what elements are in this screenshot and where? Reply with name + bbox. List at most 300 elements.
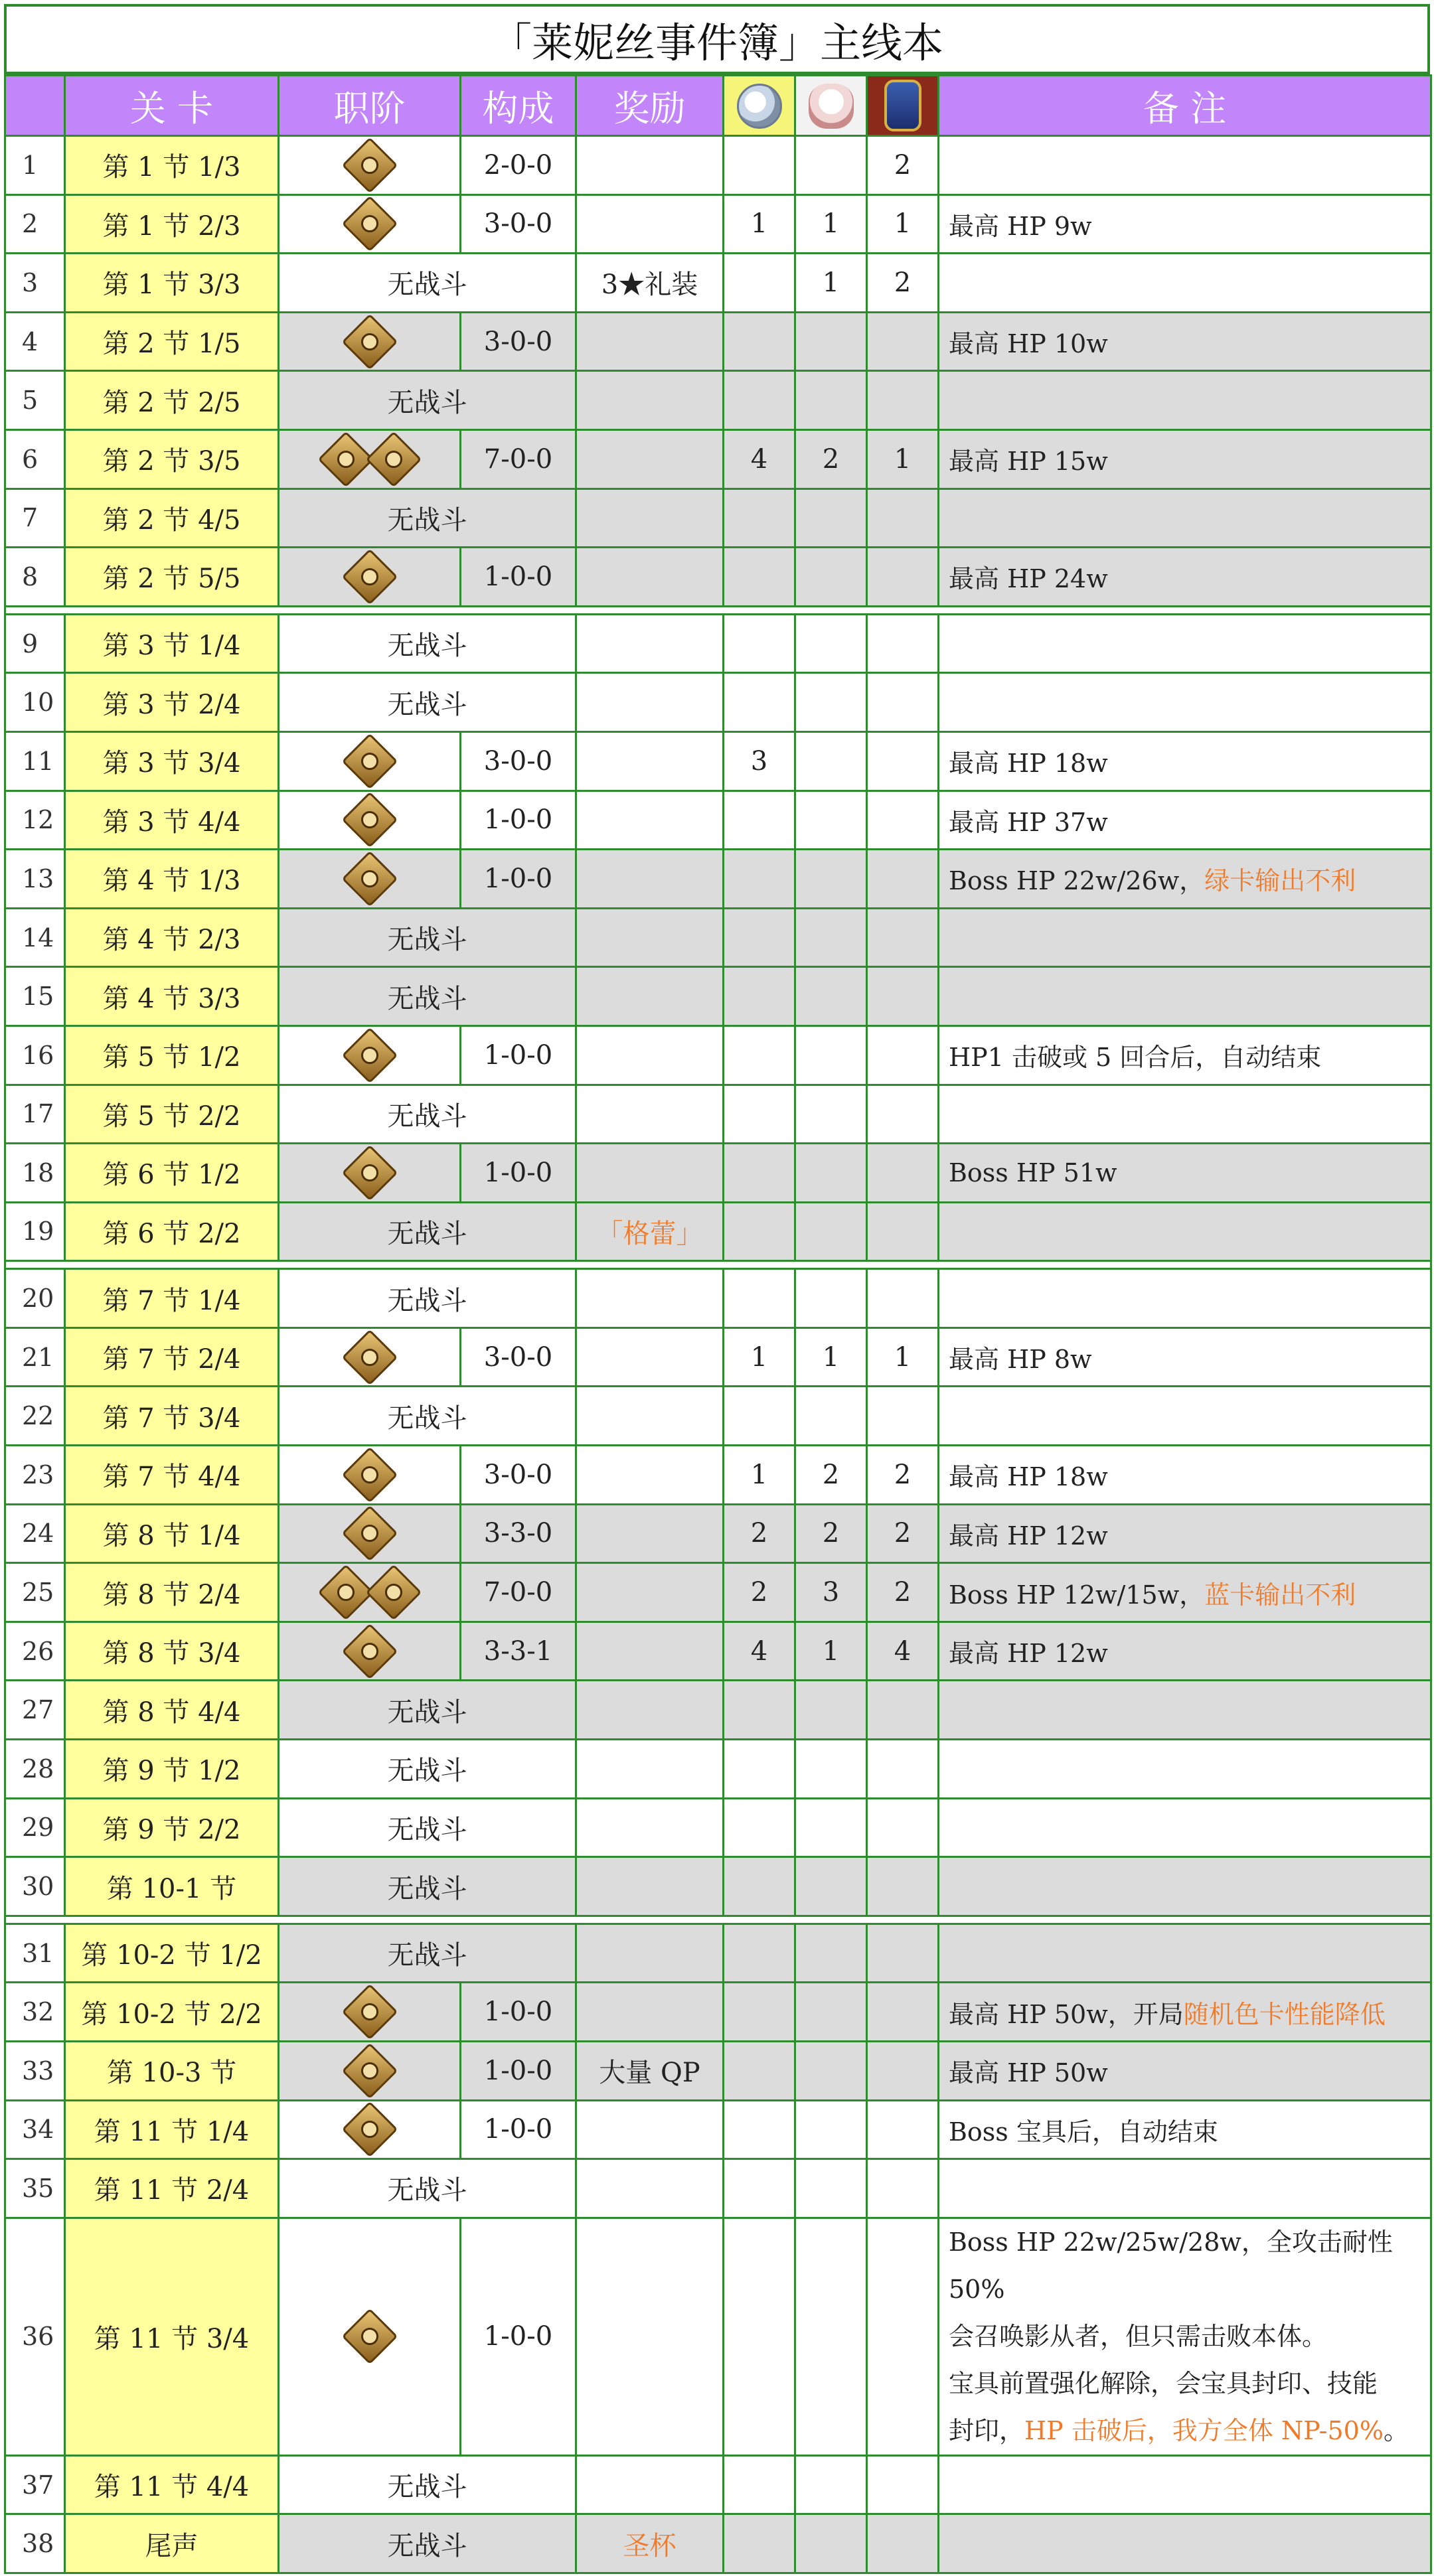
row-number: 10 [5, 673, 65, 732]
material-count-2: 2 [795, 1504, 867, 1563]
note-text: 最高 HP 10w [949, 329, 1108, 359]
table-row [5, 1085, 1431, 1144]
table-row [5, 371, 1431, 430]
stage-name: 第 3 节 3/4 [65, 731, 279, 791]
berserker-class-icon [317, 431, 374, 487]
table-row [5, 1563, 1431, 1622]
material-count-2 [795, 1857, 867, 1916]
material-count-1: 2 [724, 1563, 795, 1622]
table-row [5, 1857, 1431, 1916]
composition-value: 3-0-0 [461, 1446, 576, 1505]
reward-cell [576, 194, 724, 254]
material-count-2 [795, 1085, 867, 1144]
stage-name: 第 11 节 2/4 [65, 2159, 279, 2218]
note-text: 最高 HP 15w [949, 447, 1108, 477]
composition-value: 1-0-0 [461, 1983, 576, 2042]
material-count-3 [867, 2514, 939, 2573]
composition-cell: 无战斗 [279, 967, 576, 1026]
note-line: 宝具前置强化解除，会宝具封印、技能 [949, 2368, 1378, 2398]
material-count-1 [724, 2159, 795, 2218]
row-number: 18 [5, 1144, 65, 1203]
reward-cell: 圣杯 [576, 2514, 724, 2573]
table-row [5, 1983, 1431, 2042]
note-text: Boss HP 12w/15w， [949, 1580, 1205, 1610]
note-cell [939, 1622, 1431, 1681]
stage-name: 第 6 节 2/2 [65, 1202, 279, 1261]
table-row [5, 429, 1431, 489]
class-icons [279, 1563, 461, 1622]
composition-cell: 无战斗 [279, 1924, 576, 1983]
table-row [5, 1144, 1431, 1203]
stage-name: 第 8 节 3/4 [65, 1622, 279, 1681]
material-count-2 [795, 1025, 867, 1085]
material-count-3: 2 [867, 1563, 939, 1622]
section-gap-cell [5, 1916, 1431, 1924]
material-count-1 [724, 614, 795, 673]
material-count-1 [724, 850, 795, 909]
note-cell [939, 2218, 1431, 2455]
row-number: 1 [5, 136, 65, 195]
note-cell [939, 1798, 1431, 1857]
section-gap [5, 1916, 1431, 1924]
material-count-2 [795, 1387, 867, 1446]
material-count-3 [867, 791, 939, 850]
row-number: 21 [5, 1327, 65, 1387]
reward-cell [576, 1269, 724, 1328]
row-number: 36 [5, 2218, 65, 2455]
material-count-2 [795, 1144, 867, 1203]
reward-cell [576, 1446, 724, 1505]
header-num [5, 76, 65, 136]
material-count-1 [724, 1269, 795, 1328]
reward-cell [576, 1387, 724, 1446]
page-title: 「莱妮丝事件簿」主线本 [4, 4, 1430, 74]
stage-name: 第 6 节 1/2 [65, 1144, 279, 1203]
material-count-3: 2 [867, 1504, 939, 1563]
material-count-1 [724, 908, 795, 967]
note-text: HP1 击破或 5 回合后，自动结束 [949, 1043, 1322, 1073]
composition-value: 7-0-0 [461, 429, 576, 489]
composition-cell: 无战斗 [279, 673, 576, 732]
note-text: 最高 HP 18w [949, 749, 1108, 779]
note-cell [939, 194, 1431, 254]
note-warning: 蓝卡输出不利 [1204, 1580, 1356, 1610]
material-count-3: 1 [867, 429, 939, 489]
table-row [5, 1740, 1431, 1799]
note-text: 最高 HP 9w [949, 211, 1092, 241]
note-text: 最高 HP 12w [949, 1521, 1108, 1551]
caster-class-icon [341, 196, 398, 252]
note-text: 最高 HP 12w [949, 1639, 1108, 1669]
section-gap [5, 1261, 1431, 1269]
material-count-3 [867, 967, 939, 1026]
material-count-1 [724, 1924, 795, 1983]
row-number: 27 [5, 1681, 65, 1740]
composition-cell: 无战斗 [279, 2455, 576, 2514]
material-count-3 [867, 2455, 939, 2514]
material-count-1 [724, 1983, 795, 2042]
note-warning: 随机色卡性能降低 [1183, 1999, 1386, 2029]
row-number: 38 [5, 2514, 65, 2573]
material-count-3: 2 [867, 136, 939, 195]
reward-cell: 大量 QP [576, 2042, 724, 2101]
material-count-1: 4 [724, 1622, 795, 1681]
table-row [5, 312, 1431, 371]
material-count-3 [867, 1983, 939, 2042]
table-row [5, 850, 1431, 909]
reward-cell [576, 429, 724, 489]
reward-cell [576, 908, 724, 967]
note-cell [939, 1327, 1431, 1387]
table-row [5, 1025, 1431, 1085]
lancer-class-icon [365, 1564, 422, 1621]
section-gap-cell [5, 606, 1431, 614]
table-row [5, 2042, 1431, 2101]
class-icons [279, 429, 461, 489]
stage-name: 第 7 节 2/4 [65, 1327, 279, 1387]
material-count-3: 2 [867, 1446, 939, 1505]
table-row [5, 1202, 1431, 1261]
material-count-1 [724, 1387, 795, 1446]
material-count-2 [795, 1269, 867, 1328]
material-count-3 [867, 312, 939, 371]
berserker-class-icon [341, 549, 398, 605]
material-count-3 [867, 850, 939, 909]
row-number: 24 [5, 1504, 65, 1563]
row-number: 26 [5, 1622, 65, 1681]
material-count-1: 1 [724, 1446, 795, 1505]
table-row [5, 1446, 1431, 1505]
table-row [5, 2159, 1431, 2218]
note-cell [939, 967, 1431, 1026]
material-count-3 [867, 1387, 939, 1446]
material-count-2 [795, 1681, 867, 1740]
stage-name: 第 3 节 4/4 [65, 791, 279, 850]
reward-cell [576, 2455, 724, 2514]
note-end: 。 [1383, 2415, 1409, 2445]
avenger-class-icon [341, 2042, 398, 2099]
note-cell [939, 731, 1431, 791]
table-row [5, 2100, 1431, 2159]
note-text: Boss HP 22w/26w， [949, 866, 1205, 896]
table-row [5, 136, 1431, 195]
material-count-2 [795, 1983, 867, 2042]
stage-name: 第 2 节 2/5 [65, 371, 279, 430]
class-icons [279, 194, 461, 254]
note-cell [939, 1857, 1431, 1916]
material-count-1 [724, 489, 795, 548]
caster-class-icon [341, 2101, 398, 2158]
class-icons [279, 2042, 461, 2101]
note-cell [939, 2100, 1431, 2159]
table-row [5, 194, 1431, 254]
material-count-1 [724, 791, 795, 850]
row-number: 3 [5, 254, 65, 313]
stage-name: 第 7 节 1/4 [65, 1269, 279, 1328]
class-icons [279, 136, 461, 195]
reward-cell [576, 1622, 724, 1681]
class-icons [279, 1983, 461, 2042]
stage-name: 第 10-2 节 2/2 [65, 1983, 279, 2042]
assassin-class-icon [341, 733, 398, 789]
row-number: 12 [5, 791, 65, 850]
table-row [5, 1798, 1431, 1857]
material-count-2 [795, 1924, 867, 1983]
class-icons [279, 1327, 461, 1387]
material-count-1 [724, 548, 795, 607]
note-text: 最高 HP 37w [949, 807, 1108, 837]
material-count-1: 1 [724, 194, 795, 254]
row-number: 16 [5, 1025, 65, 1085]
stage-name: 第 1 节 2/3 [65, 194, 279, 254]
stage-name: 第 4 节 1/3 [65, 850, 279, 909]
row-number: 30 [5, 1857, 65, 1916]
composition-cell: 无战斗 [279, 371, 576, 430]
class-icons [279, 1025, 461, 1085]
note-cell [939, 2514, 1431, 2573]
composition-value: 1-0-0 [461, 548, 576, 607]
material-count-1 [724, 312, 795, 371]
material-count-3 [867, 489, 939, 548]
material-count-3 [867, 2042, 939, 2101]
reward-cell [576, 731, 724, 791]
row-number: 14 [5, 908, 65, 967]
material-count-2 [795, 2100, 867, 2159]
reward-cell [576, 136, 724, 195]
stage-name: 第 2 节 1/5 [65, 312, 279, 371]
row-number: 8 [5, 548, 65, 607]
avenger-class-icon [341, 850, 398, 907]
material-count-1 [724, 2042, 795, 2101]
material-count-2 [795, 2455, 867, 2514]
material-count-2 [795, 1202, 867, 1261]
note-cell [939, 1202, 1431, 1261]
note-cell [939, 1269, 1431, 1328]
reward-cell [576, 1857, 724, 1916]
material-count-3 [867, 1085, 939, 1144]
table-row [5, 1327, 1431, 1387]
reward-cell [576, 489, 724, 548]
row-number: 7 [5, 489, 65, 548]
class-icons [279, 1446, 461, 1505]
table-row [5, 254, 1431, 313]
caster-class-icon [341, 1329, 398, 1385]
row-number: 25 [5, 1563, 65, 1622]
note-cell [939, 2042, 1431, 2101]
reward-cell: 「格蕾」 [576, 1202, 724, 1261]
material-count-1 [724, 2100, 795, 2159]
material-count-2 [795, 2159, 867, 2218]
class-icons [279, 2100, 461, 2159]
material-count-3 [867, 908, 939, 967]
material-count-1: 4 [724, 429, 795, 489]
composition-value: 1-0-0 [461, 2042, 576, 2101]
material-count-2 [795, 371, 867, 430]
material-count-1 [724, 673, 795, 732]
material-count-2 [795, 731, 867, 791]
table-row [5, 1924, 1431, 1983]
composition-cell: 无战斗 [279, 1798, 576, 1857]
material-count-2 [795, 548, 867, 607]
material-count-2 [795, 136, 867, 195]
row-number: 6 [5, 429, 65, 489]
material-count-2 [795, 614, 867, 673]
avenger-class-icon [341, 1984, 398, 2040]
material-count-1 [724, 2455, 795, 2514]
material-count-3 [867, 1924, 939, 1983]
material-count-2 [795, 673, 867, 732]
note-cell [939, 548, 1431, 607]
note-cell [939, 312, 1431, 371]
stage-name: 第 10-1 节 [65, 1857, 279, 1916]
class-icons [279, 850, 461, 909]
reward-cell [576, 1085, 724, 1144]
note-cell [939, 1085, 1431, 1144]
header-clock-icon-cell [724, 76, 795, 136]
composition-value: 7-0-0 [461, 1563, 576, 1622]
material-count-3 [867, 1025, 939, 1085]
caster-class-icon [341, 1505, 398, 1562]
composition-cell: 无战斗 [279, 908, 576, 967]
stage-name: 第 7 节 4/4 [65, 1446, 279, 1505]
material-count-3 [867, 1681, 939, 1740]
note-cell [939, 1983, 1431, 2042]
class-icons [279, 1622, 461, 1681]
material-count-3: 4 [867, 1622, 939, 1681]
caster-class-icon [341, 137, 398, 193]
note-text: 最高 HP 18w [949, 1462, 1108, 1492]
reward-cell [576, 850, 724, 909]
note-text: 最高 HP 50w [949, 2058, 1108, 2088]
header-reward: 奖励 [576, 76, 724, 136]
stage-name: 第 3 节 1/4 [65, 614, 279, 673]
composition-value: 1-0-0 [461, 1025, 576, 1085]
note-text: Boss 宝具后，自动结束 [949, 2117, 1218, 2147]
reward-cell [576, 1144, 724, 1203]
composition-cell: 无战斗 [279, 614, 576, 673]
row-number: 4 [5, 312, 65, 371]
row-number: 34 [5, 2100, 65, 2159]
row-number: 32 [5, 1983, 65, 2042]
class-icons [279, 312, 461, 371]
note-cell [939, 673, 1431, 732]
composition-cell: 无战斗 [279, 254, 576, 313]
stage-name: 第 1 节 3/3 [65, 254, 279, 313]
reward-cell [576, 371, 724, 430]
material-count-1 [724, 1085, 795, 1144]
note-cell [939, 1504, 1431, 1563]
composition-cell: 无战斗 [279, 1269, 576, 1328]
row-number: 33 [5, 2042, 65, 2101]
stage-name: 第 5 节 2/2 [65, 1085, 279, 1144]
note-cell [939, 136, 1431, 195]
composition-value: 1-0-0 [461, 791, 576, 850]
material-count-3 [867, 1798, 939, 1857]
material-count-2 [795, 1740, 867, 1799]
material-count-3 [867, 1269, 939, 1328]
material-count-1 [724, 2218, 795, 2455]
stage-name: 第 10-3 节 [65, 2042, 279, 2101]
composition-cell: 无战斗 [279, 2159, 576, 2218]
section-gap-cell [5, 1261, 1431, 1269]
note-cell [939, 908, 1431, 967]
material-count-2 [795, 312, 867, 371]
material-count-1 [724, 1798, 795, 1857]
saber-class-icon [341, 313, 398, 370]
class-icons [279, 1504, 461, 1563]
stage-table [4, 74, 1432, 2574]
material-count-1: 3 [724, 731, 795, 791]
stage-name: 第 9 节 1/2 [65, 1740, 279, 1799]
note-cell [939, 429, 1431, 489]
material-count-3 [867, 1857, 939, 1916]
material-count-3 [867, 731, 939, 791]
material-count-2: 1 [795, 194, 867, 254]
material-count-1: 1 [724, 1327, 795, 1387]
stage-name: 第 3 节 2/4 [65, 673, 279, 732]
row-number: 15 [5, 967, 65, 1026]
material-count-3 [867, 673, 939, 732]
note-cell [939, 850, 1431, 909]
table-row [5, 1681, 1431, 1740]
stage-name: 第 4 节 2/3 [65, 908, 279, 967]
class-icons [279, 2218, 461, 2455]
note-cell [939, 254, 1431, 313]
note-cell [939, 489, 1431, 548]
table-row [5, 731, 1431, 791]
stage-name: 第 8 节 1/4 [65, 1504, 279, 1563]
stage-name: 第 8 节 4/4 [65, 1681, 279, 1740]
material-count-3 [867, 1740, 939, 1799]
composition-cell: 无战斗 [279, 1857, 576, 1916]
reward-cell [576, 2100, 724, 2159]
table-row [5, 967, 1431, 1026]
reward-cell [576, 673, 724, 732]
class-icons [279, 1144, 461, 1203]
material-count-3: 1 [867, 194, 939, 254]
material-count-1: 2 [724, 1504, 795, 1563]
composition-value: 3-0-0 [461, 1327, 576, 1387]
composition-value: 1-0-0 [461, 850, 576, 909]
material-count-3 [867, 2100, 939, 2159]
table-row [5, 2514, 1431, 2573]
material-count-3 [867, 1144, 939, 1203]
row-number: 35 [5, 2159, 65, 2218]
material-count-2 [795, 1798, 867, 1857]
material-count-2 [795, 2218, 867, 2455]
reward-cell [576, 614, 724, 673]
stage-name: 第 11 节 1/4 [65, 2100, 279, 2159]
material-count-1 [724, 136, 795, 195]
table-row [5, 614, 1431, 673]
row-number: 31 [5, 1924, 65, 1983]
note-cell [939, 1924, 1431, 1983]
note-text: 最高 HP 50w，开局 [949, 1999, 1184, 2029]
row-number: 20 [5, 1269, 65, 1328]
saber-class-icon [365, 431, 422, 487]
note-cell [939, 791, 1431, 850]
table-row [5, 489, 1431, 548]
reward-cell [576, 548, 724, 607]
header-note: 备 注 [939, 76, 1431, 136]
note-cell [939, 1387, 1431, 1446]
table-row [5, 1622, 1431, 1681]
note-text: Boss HP 51w [949, 1158, 1117, 1187]
header-row [5, 76, 1431, 136]
stage-name: 尾声 [65, 2514, 279, 2573]
row-number: 13 [5, 850, 65, 909]
row-number: 5 [5, 371, 65, 430]
